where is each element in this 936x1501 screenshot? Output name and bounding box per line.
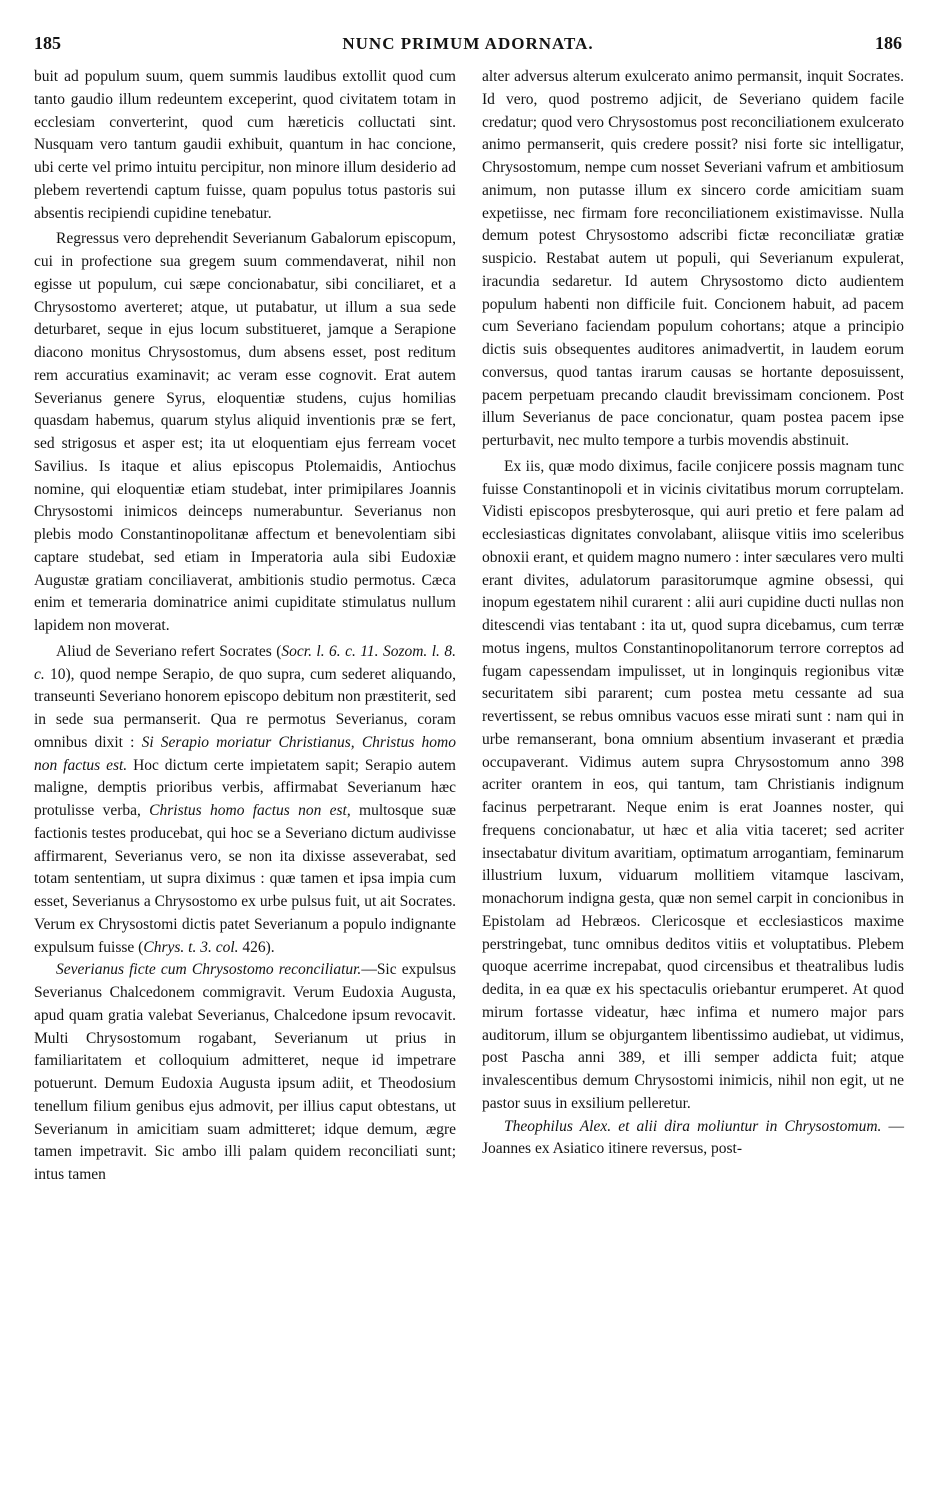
left-paragraph-1: buit ad populum suum, quem summis laudibus extollit quod cum tanto gaudio illum redeuntem exceperint, quod civitatem totam in ecclesiam converterint, quod cum hæreticis colluctati sint. Nusquam vero tantum gaudii exhibuit, quantum in hac concione, ubi certe vel primo intuitu percipitur, non minore illum desiderio ad plebem revertendi captum fuisse, quam populus totus pastoris sui absentis recipiendi cupidine tenebatur.: [34, 68, 456, 222]
left-paragraph-3: [34, 641, 456, 960]
left-column: [34, 66, 456, 1187]
text-run: Hoc dictum certe impietatem sapit; Serapio autem maligne, demptis prioribus verbis, affirmabat Severianum hæc protulisse verba,: [34, 756, 456, 819]
right-section-theophilus: [482, 1116, 904, 1162]
text-run: 10), quod nempe Serapio, de quo supra, cum sederet aliquando, transeunti Severiano honorem episcopo debitum non præstiterit, sed in sede sua permanserit. Qua re permotus Severianus, coram omnibus dixit :: [34, 665, 456, 751]
page-number-left: 185: [34, 33, 61, 53]
section-body: —Sic expulsus Severianus Chalcedonem commigravit. Verum Eudoxia Augusta, apud quam gratia valebat Severianus, Chalcedone ipsum revocavit. Multi Chrysostomum rogabant, Severianum ut prius in familiaritatem et colloquium admitteret, neque id impetrare potuerunt. Demum Eudoxia Augusta ipsum adiit, et Theodosium tenellum filium genibus ejus admovit, per illius caput obtestans, ut Severianum in amicitiam suam admitteret; idque demum, ægre tamen impetravit. Sic ambo illi palam quidem reconciliati sunt; intus tamen: [34, 961, 456, 1183]
right-column: [482, 66, 904, 1161]
running-title: NUNC PRIMUM ADORNATA.: [342, 34, 594, 53]
citation-chrysostom: Chrys. t. 3. col.: [143, 938, 239, 956]
text-run: Aliud de Severiano refert Socrates (: [56, 642, 282, 660]
page-header: [34, 33, 902, 59]
left-section-reconciliation: [34, 959, 456, 1187]
right-paragraph-2: Ex iis, quæ modo diximus, facile conjicere possis magnam tunc fuisse Constantinopoli et in vicinis civitatibus morum corruptelam. Vidisti episcopos presbyterosque, qui auri pretio et fere palam ad ecclesiasticas dignitates convolabant, aliisque vitiis imo sceleribus obnoxii erant, et quidem magno numero : inter sæculares vero multi erant divites, adulatorum parasitorumque agmine obsessi, qui inopum egestatem nihil curarent : alii auri cupidine ducti nullas non ditescendi vias tentabant : ita ut, quod supra dicebamus, cum terræ motus ingens, multos Constantinopolitanorum terrore correptos ad fugam capessendam impulisset, ut in longinquis regionibus vitæ securitatem sibi pararent; cum postea metu cessante ad sua revertissent, se rebus omnibus vacuos esse mirati sunt : nam qui in urbe remanserant, bona omnium absentium invaserant et prædia occupaverant. Vidimus autem supra Chrysostomum anno 398 acriter orantem in eos, qui tantum, tam Christianis indignum facinus perpetrarant. Neque enim is erat Joannes noster, qui frequens concionabatur, ut hæc et alia vitia taceret; sed acriter insectabatur divitum avaritiam, optimatum arrogantiam, feminarum illustrium luxum, viduarum mollitiem vitamque lascivam, monachorum indigna gesta, quæ non semel carpit in concionibus in Epistolam ad Hebræos. Clericosque et ecclesiasticos maxime perstringebat, tunc omnibus deditos vitiis et voluptatibus. Plebem quoque acerrime increpabat, quod circensibus et theatralibus ludis dedita, in ea quæ ex his spectaculis oriebantur erumperet. At quod mirum fortasse videatur, hæc infima et numero major pars auditorum, illum se objurgantem libentissimo audiebat, ut vidimus, post Pascha anni 389, et illi semper addicta fuit; atque invalescentibus demum Chrysostomi inimicis, nihil non egit, ut ne pastor suus in exsilium pelleretur.: [482, 457, 904, 1112]
citation-socrates-sozomen: Socr. l. 6. c. 11. Sozom. l. 8. c.: [34, 642, 457, 683]
text-run: , multosque suæ factionis testes producebat, qui hoc se a Severiano dictum audivisse affirmarent, Severianus vero, se non ita dixisse asseverabat, sed totam sententiam, ut supra diximus : quæ tamen et ipsa impia cum esset, Severianus a Chrysostomo ex urbe pulsus fuit, ut ait Socrates. Verum ex Chrysostomi dictis patet Severianum a populo indignante expulsum fuisse (: [34, 802, 457, 956]
right-paragraph-1: alter adversus alterum exulcerato animo permansit, inquit Socrates. Id vero, quod postremo adjicit, de Severiano quidem facile credatur; quod vero Chrysostomus post reconciliationem exulcerato animo permanserit, quis credere possit? nisi forte sic intelligatur, Chrysostomum, nempe cum nosset Severiani vafrum et ambitiosum animum, non putasse illum ex sincero corde amicitiam suam expetiisse, nec firmam fore reconciliationem existimavisse. Nulla demum potest Chrysostomo adscribi fictæ reconciliatæ gratiæ suspicio. Restabat autem ut populi, qui Severianum expulerat, iracundia sedaretur. Id autem Chrysostomo dicto audientem populum habenti non difficile fuit. Concionem habuit, ad pacem cum Severiano faciendam populum cohortans; atque a principio dictis suis obsequentes auditores animadvertit, in laudem eorum conversus, quod tantas irarum causas se hortante deposuissent, pacem perpetuam precando claudit brevissimam concionem. Post illum Severianus de pace concionatur, quam postea pacem ipse perturbavit, nec multo tempore a turbis movendis abstinuit.: [482, 68, 904, 449]
quotation-serapio: Christus homo factus non est: [149, 802, 347, 819]
quotation-severianus: Si Serapio moriatur Christianus, Christus homo non factus est.: [34, 733, 456, 774]
left-paragraph-2: Regressus vero deprehendit Severianum Gabalorum episcopum, cui in profectione sua gregem suum commendaverat, nihil non egisse ut populum, cui sæpe concionabatur, sibi conciliaret, et a Chrysostomo averteret; atque, ut putabatur, ut illum a sua sede deturbaret, seque in ejus locum substitueret, jamque a Serapione diacono monitus Chrysostomus, dum absens esset, post reditum rem accuratius examinavit; ac veram esse cognovit. Erat autem Severianus genere Syrus, eloquentiæ studens, cujus homilias quasdam habemus, quarum stylus aliquid inventionis præ se fert, sed strigosus et asper est; ita ut eloquentiam ejus ferream vocet Savilius. Is itaque et alius episcopus Ptolemaidis, Antiochus nomine, qui eloquentiæ etiam studebat, inter primipilares Joannis Chrysostomi inimicos deinceps numerabuntur. Severianus non plebis modo Constantinopolitanæ affectum et benevolentiam sibi captare studebat, sed etiam in Imperatoria aula sibi Eudoxiæ Augustæ gratiam conciliaverat, ambitionis studio permotus. Cæca enim et temeraria dominatrice animi cupiditate stimulatus nullum lapidem non moverat.: [34, 230, 456, 634]
page-number-right: 186: [875, 33, 902, 53]
section-heading: Theophilus Alex. et alii dira moliuntur in Chrysostomum.: [504, 1117, 882, 1135]
text-run: 426).: [238, 938, 275, 956]
section-body: — Joannes ex Asiatico itinere reversus, post-: [482, 1117, 904, 1158]
section-heading: Severianus ficte cum Chrysostomo reconciliatur.: [56, 961, 362, 979]
